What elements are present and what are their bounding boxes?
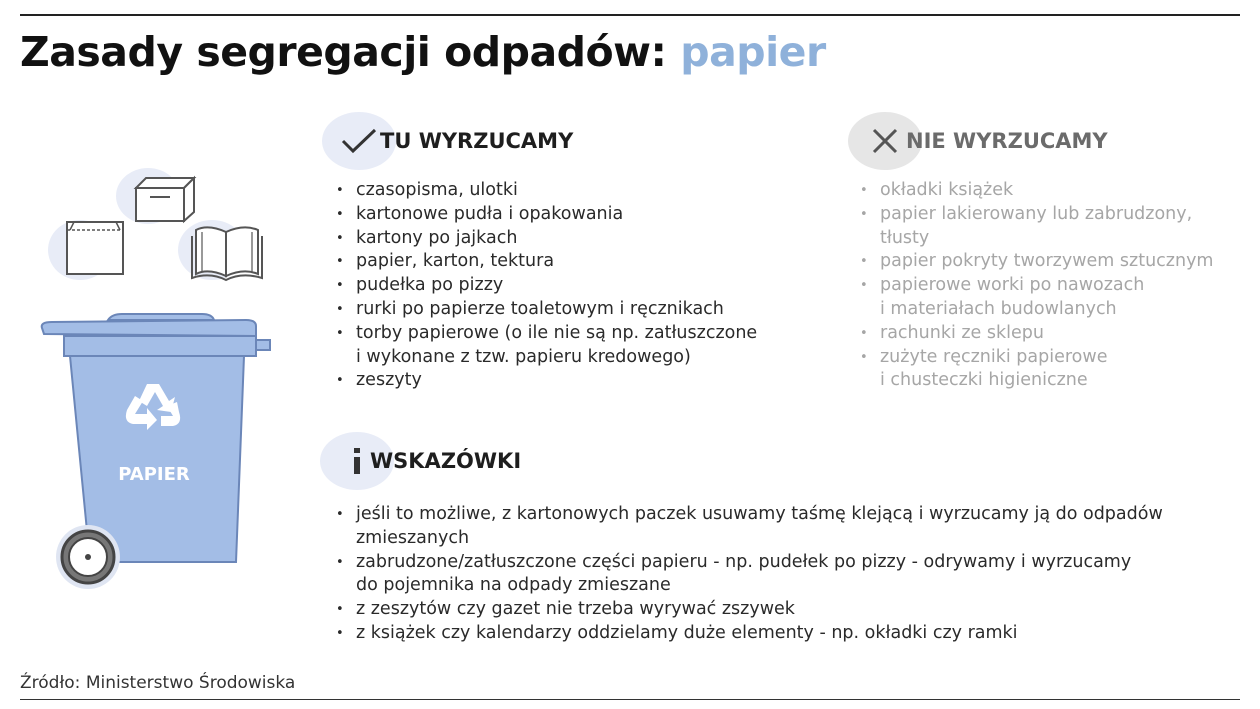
list-item: • jeśli to możliwe, z kartonowych paczek usuwamy taśmę klejącą i wyrzucamy ją do odpadów xyxy=(334,503,1163,527)
list-item: • czasopisma, ulotki xyxy=(334,179,757,203)
section-tips-header xyxy=(320,432,521,490)
list-item: • torby papierowe (o ile nie są np. zatłuszczone xyxy=(334,322,757,346)
list-item: • kartonowe pudła i opakowania xyxy=(334,203,757,227)
list-item: • papier pokryty tworzywem sztucznym xyxy=(858,250,1213,274)
top-rule xyxy=(20,14,1240,16)
section-no-title: NIE WYRZUCAMY xyxy=(906,129,1108,153)
paper-bin-illustration xyxy=(30,160,290,600)
list-item: • z książek czy kalendarzy oddzielamy duże elementy - np. okładki czy ramki xyxy=(334,622,1163,646)
list-item: • rachunki ze sklepu xyxy=(858,322,1213,346)
bin-label: PAPIER xyxy=(118,464,190,485)
info-icon xyxy=(350,446,364,476)
check-icon xyxy=(340,126,378,156)
list-item: • z zeszytów czy gazet nie trzeba wyrywać zszywek xyxy=(334,598,1163,622)
recycling-bin xyxy=(42,314,270,589)
list-item: • rurki po papierze toaletowym i ręcznikach xyxy=(334,298,757,322)
list-item: • zabrudzone/zatłuszczone części papieru - np. pudełek po pizzy - odrywamy i wyrzucamy xyxy=(334,551,1163,575)
x-icon xyxy=(870,126,900,156)
list-item: • zużyte ręczniki papierowe xyxy=(858,346,1213,370)
bottom-rule xyxy=(20,699,1240,700)
paper-bag-icon xyxy=(48,220,123,280)
title-accent: papier xyxy=(680,28,826,76)
list-item: • pudełka po pizzy xyxy=(334,274,757,298)
list-item-continuation: i wykonane z tzw. papieru kredowego) xyxy=(356,346,691,367)
list-item: • okładki książek xyxy=(858,179,1213,203)
list-item-continuation: i materiałach budowlanych xyxy=(880,298,1117,319)
list-item-continuation: i chusteczki higieniczne xyxy=(880,370,1088,391)
cardboard-box-icon xyxy=(116,168,194,224)
source-note: Źródło: Ministerstwo Środowiska xyxy=(20,673,296,693)
page-title xyxy=(20,28,826,76)
list-item: • zeszyty xyxy=(334,369,757,393)
list-item: • kartony po jajkach xyxy=(334,227,757,251)
section-yes-header xyxy=(322,112,573,170)
section-tips-title: WSKAZÓWKI xyxy=(370,449,522,473)
section-yes-title: TU WYRZUCAMY xyxy=(380,129,574,153)
list-item: • papier, karton, tektura xyxy=(334,250,757,274)
title-main: Zasady segregacji odpadów: xyxy=(20,28,667,76)
list-item: • papier lakierowany lub zabrudzony, xyxy=(858,203,1213,227)
list-item-continuation: do pojemnika na odpady zmieszane xyxy=(356,575,671,596)
tips-list xyxy=(334,503,1163,646)
list-item: • papierowe worki po nawozach xyxy=(858,274,1213,298)
bin-wheel xyxy=(56,525,120,589)
list-item-continuation: zmieszanych xyxy=(356,527,470,548)
yes-list xyxy=(334,179,757,393)
no-list xyxy=(858,179,1213,393)
section-no-header xyxy=(848,112,1108,170)
list-item-continuation: tłusty xyxy=(880,227,930,248)
open-book-icon xyxy=(178,220,262,280)
